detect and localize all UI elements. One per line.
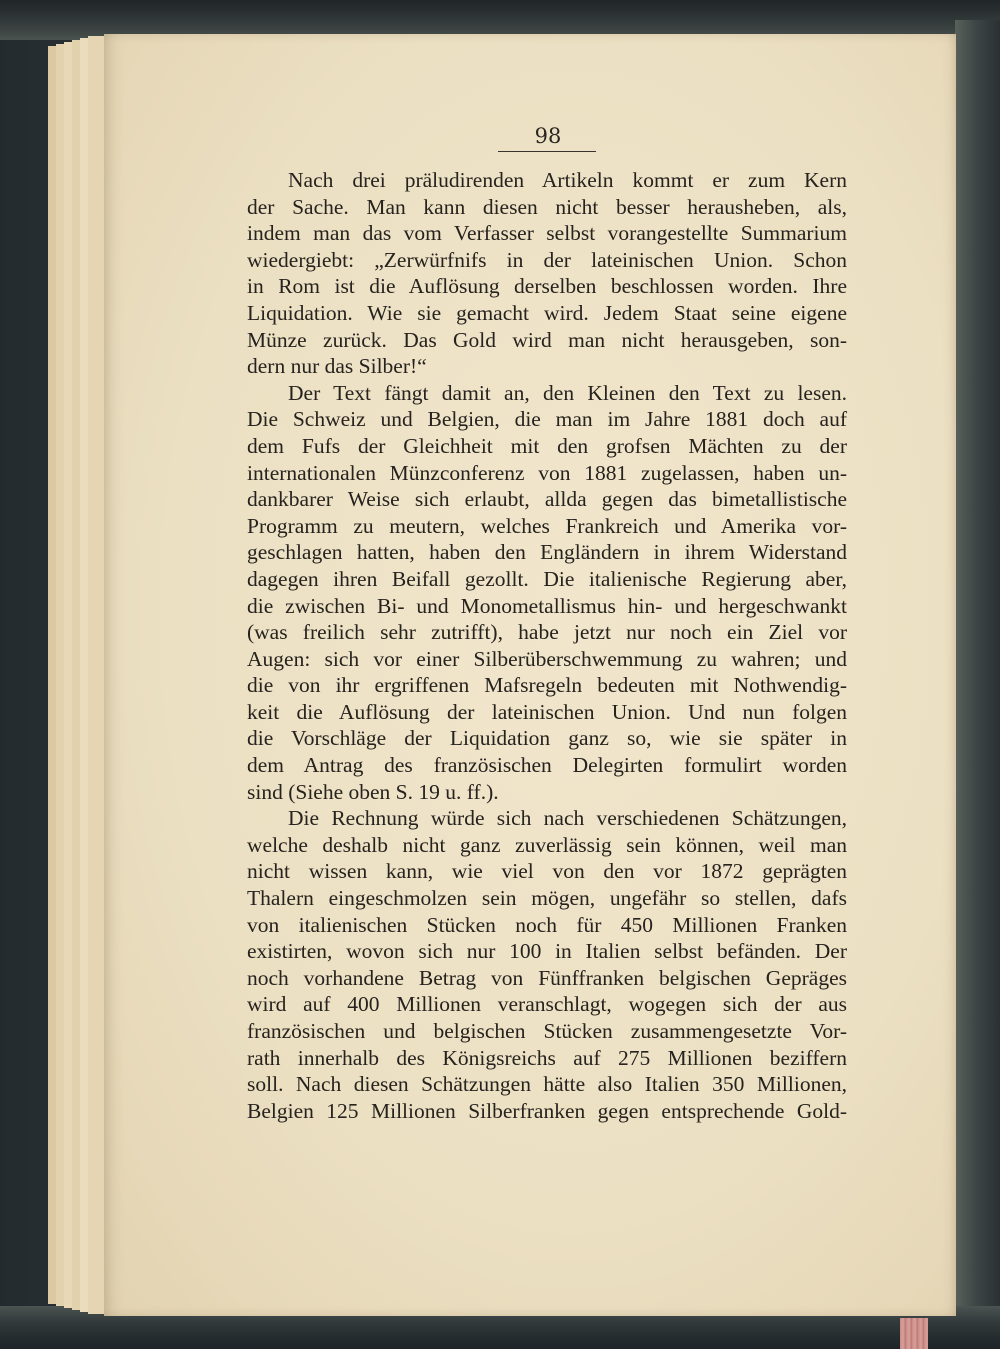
text-line: Der Text fängt damit an, den Kleinen den Text zu lesen.	[288, 380, 847, 405]
text-line: noch vorhandene Betrag von Fünffranken belgischen Gepräges	[247, 965, 847, 990]
text-line: Liquidation. Wie sie gemacht wird. Jedem Staat seine eigene	[247, 300, 847, 325]
text-line: Programm zu meutern, welches Frankreich und Amerika vor-	[247, 513, 847, 538]
text-line: dern nur das Silber!“	[247, 354, 427, 379]
text-line: soll. Nach diesen Schätzungen hätte also Italien 350 Millionen,	[247, 1072, 847, 1097]
text-line: die zwischen Bi- und Monometallismus hin- und hergeschwankt	[247, 593, 847, 618]
text-line: die von ihr ergriffenen Mafsregeln bedeuten mit Nothwendig-	[247, 673, 847, 698]
page-number: 98	[534, 124, 562, 148]
text-line: Die Schweiz und Belgien, die man im Jahre 1881 doch auf	[247, 407, 847, 432]
page-number-rule	[498, 151, 596, 152]
text-line: Augen: sich vor einer Silberüberschwemmung zu wahren; und	[247, 646, 847, 671]
text-line: rath innerhalb des Königsreichs auf 275 Millionen beziffern	[247, 1045, 847, 1070]
text-line: Belgien 125 Millionen Silberfranken gegen entsprechende Gold-	[247, 1098, 847, 1123]
text-line: die Vorschläge der Liquidation ganz so, wie sie später in	[247, 726, 847, 751]
text-line: keit die Auflösung der lateinischen Union. Und nun folgen	[247, 699, 847, 724]
text-line: dem Antrag des französischen Delegirten formulirt worden	[247, 753, 847, 778]
text-line: Thalern eingeschmolzen sein mögen, ungefähr so stellen, dafs	[247, 886, 847, 911]
text-line: dagegen ihren Beifall gezollt. Die italienische Regierung aber,	[247, 566, 847, 591]
text-line: in Rom ist die Auflösung derselben beschlossen worden. Ihre	[247, 274, 847, 299]
text-line: nicht wissen kann, wie viel von den vor 1872 geprägten	[247, 859, 847, 884]
text-line: wiedergiebt: „Zerwürfnifs in der lateinischen Union. Schon	[247, 247, 847, 272]
text-line: französischen und belgischen Stücken zusammengesetzte Vor-	[247, 1019, 847, 1043]
bookmark-ribbon	[900, 1318, 928, 1349]
book-cover-right-edge	[955, 20, 1000, 1330]
text-line: Die Rechnung würde sich nach verschiedenen Schätzungen,	[288, 806, 847, 831]
text-line: internationalen Münzconferenz von 1881 zugelassen, haben un-	[247, 460, 847, 485]
text-line: Münze zurück. Das Gold wird man nicht herausgeben, son-	[247, 327, 847, 352]
body-text	[247, 167, 847, 1124]
text-line: existirten, wovon sich nur 100 in Italien selbst befänden. Der	[247, 939, 847, 964]
text-line: dankbarer Weise sich erlaubt, allda gegen das bimetallistische	[247, 487, 847, 512]
text-line: wird auf 400 Millionen veranschlagt, wogegen sich der aus	[247, 992, 847, 1017]
text-line: dem Fufs der Gleichheit mit den grofsen Mächten zu der	[247, 433, 847, 458]
text-line: der Sache. Man kann diesen nicht besser herausheben, als,	[247, 194, 847, 219]
text-line: (was freilich sehr zutrifft), habe jetzt nur noch ein Ziel vor	[247, 620, 847, 645]
text-line: indem man das vom Verfasser selbst vorangestellte Summarium	[247, 221, 847, 246]
text-line: welche deshalb nicht ganz zuverlässig sein können, weil man	[247, 832, 847, 857]
text-line: geschlagen hatten, haben den Engländern in ihrem Widerstand	[247, 540, 847, 565]
text-line: sind (Siehe oben S. 19 u. ff.).	[247, 779, 499, 804]
text-line: von italienischen Stücken noch für 450 Millionen Franken	[247, 912, 847, 937]
text-line: Nach drei präludirenden Artikeln kommt er zum Kern	[288, 168, 847, 192]
